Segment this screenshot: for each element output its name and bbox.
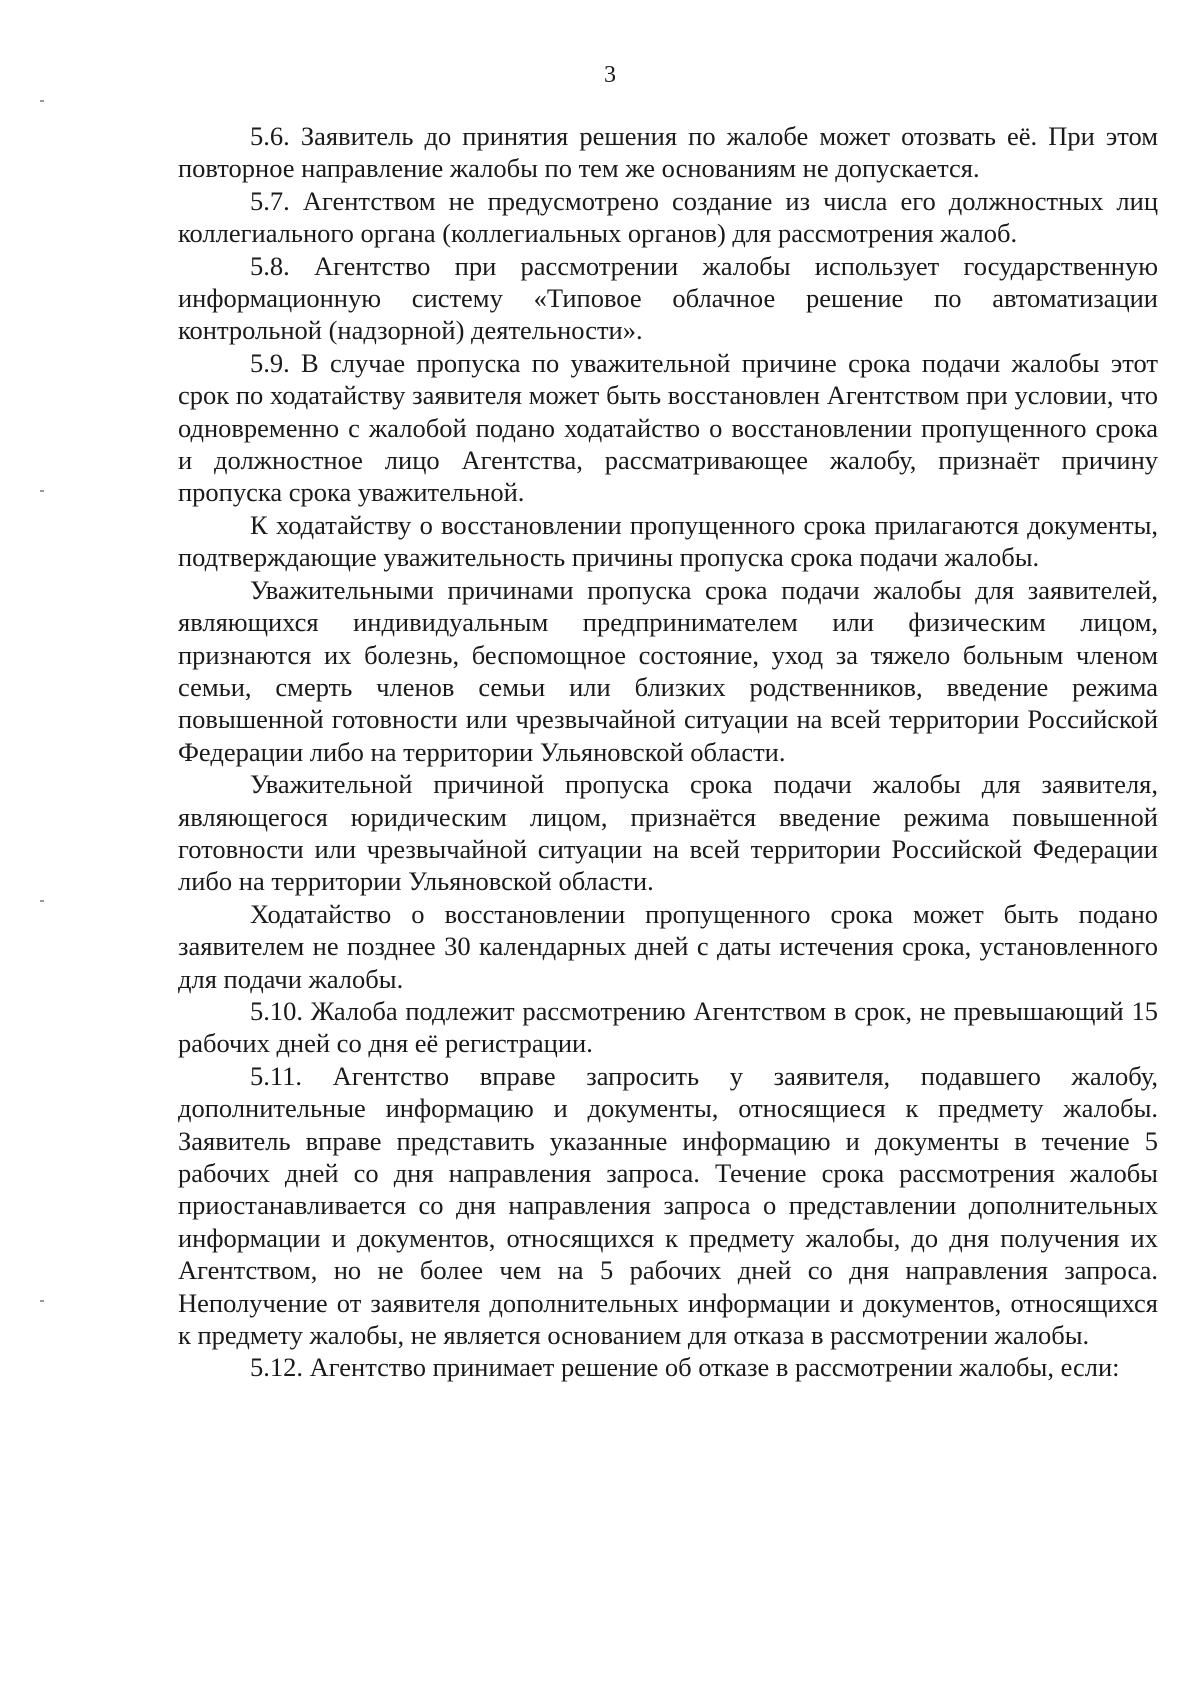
paragraph-5-12: 5.12. Агентство принимает решение об отказе в рассмотрении жалобы, если:	[250, 1352, 1120, 1383]
document-body	[178, 120, 1158, 1384]
paragraph-5-9: 5.9. В случае пропуска по уважительной причине срока подачи жалобы этот срок по ходатайству заявителя может быть восстановлен Агентством при условии, что одновременно с жалобой подано ходатайство о восстановлении пропущенного срока и должностное лицо Агентства, рассматривающее жалобу, признаёт причину пропуска срока уважительной.	[178, 347, 1158, 508]
paragraph-petition-deadline: Ходатайство о восстановлении пропущенного срока может быть подано заявителем не позднее 30 календарных дней с даты истечения срока, установленного для подачи жалобы.	[178, 898, 1158, 994]
scan-mark	[40, 100, 44, 102]
paragraph-valid-reasons-individuals: Уважительными причинами пропуска срока подачи жалобы для заявителей, являющихся индивидуальным предпринимателем или физическим лицом, признаются их болезнь, беспомощное состояние, уход за тяжело больным членом семьи, смерть членов семьи или близких родственников, введение режима повышенной готовности или чрезвычайной ситуации на всей территории Российской Федерации либо на территории Ульяновской области.	[178, 574, 1158, 767]
page-number: 3	[604, 62, 616, 88]
scan-mark	[40, 1300, 44, 1302]
paragraph-documents: К ходатайству о восстановлении пропущенного срока прилагаются документы, подтверждающие уважительность причины пропуска срока подачи жалобы.	[178, 509, 1158, 573]
scan-mark	[40, 490, 44, 492]
paragraph-5-11: 5.11. Агентство вправе запросить у заявителя, подавшего жалобу, дополнительные информацию и документы, относящиеся к предмету жалобы. Заявитель вправе представить указанные информацию и документы в течение 5 рабочих дней со дня направления запроса. Течение срока рассмотрения жалобы приостанавливается со дня направления запроса о представлении дополнительных информации и документов, относящихся к предмету жалобы, до дня получения их Агентством, но не более чем на 5 рабочих дней со дня направления запроса. Неполучение от заявителя дополнительных информации и документов, относящихся к предмету жалобы, не является основанием для отказа в рассмотрении жалобы.	[178, 1060, 1158, 1351]
paragraph-5-8: 5.8. Агентство при рассмотрении жалобы использует государственную информационную систему «Типовое облачное решение по автоматизации контрольной (надзорной) деятельности».	[178, 250, 1158, 346]
scan-mark	[40, 900, 44, 902]
paragraph-valid-reason-legal-entity: Уважительной причиной пропуска срока подачи жалобы для заявителя, являющегося юридическим лицом, признаётся введение режима повышенной готовности или чрезвычайной ситуации на всей территории Российской Федерации либо на территории Ульяновской области.	[178, 769, 1158, 897]
paragraph-5-7: 5.7. Агентством не предусмотрено создание из числа его должностных лиц коллегиального органа (коллегиальных органов) для рассмотрения жалоб.	[178, 185, 1158, 249]
paragraph-5-6: 5.6. Заявитель до принятия решения по жалобе может отозвать её. При этом повторное направление жалобы по тем же основаниям не допускается.	[178, 121, 1158, 184]
paragraph-5-10: 5.10. Жалоба подлежит рассмотрению Агентством в срок, не превышающий 15 рабочих дней со дня её регистрации.	[178, 995, 1158, 1059]
